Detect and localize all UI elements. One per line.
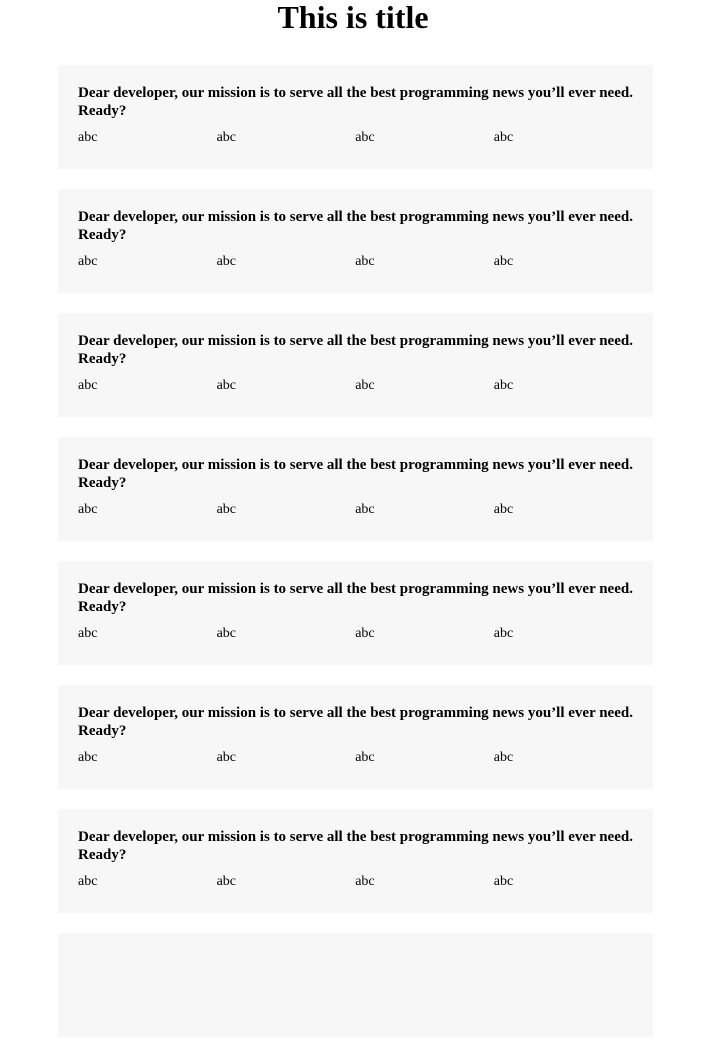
card-tag: abc [493,378,514,393]
card-tag-row [78,130,633,146]
card-tag: abc [355,874,375,889]
card-tag: abc [78,750,98,765]
card-tag-row [78,626,633,642]
card-tag: abc [216,502,237,517]
card-headline: Dear developer, our mission is to serve all the best programming news you’ll ever need. Ready? [78,581,633,615]
card-tag: abc [78,626,98,641]
news-card [58,313,653,417]
card-headline: Dear developer, our mission is to serve all the best programming news you’ll ever need. Ready? [78,829,633,863]
card-tag-row [78,502,633,518]
card-tag: abc [78,130,98,145]
news-card [58,685,653,789]
card-tag-row [78,378,633,394]
card-tag: abc [78,378,98,393]
card-tag-row [78,874,633,890]
card-tag: abc [216,626,237,641]
card-tag: abc [78,874,98,889]
card-tag: abc [493,130,514,145]
card-tag: abc [355,502,375,517]
news-card [58,189,653,293]
card-headline: Dear developer, our mission is to serve all the best programming news you’ll ever need. Ready? [78,705,633,739]
card-tag: abc [78,502,98,517]
card-tag: abc [355,626,375,641]
card-headline: Dear developer, our mission is to serve all the best programming news you’ll ever need. Ready? [78,209,633,243]
card-headline: Dear developer, our mission is to serve all the best programming news you’ll ever need. Ready? [78,457,633,491]
card-tag: abc [493,502,514,517]
card-tag-row [78,750,633,766]
card-tag: abc [216,130,237,145]
page-title: This is title [277,0,429,35]
card-tag: abc [78,254,98,269]
card-headline: Dear developer, our mission is to serve all the best programming news you’ll ever need. Ready? [78,333,633,367]
news-card [58,809,653,913]
news-card [58,65,653,169]
card-tag: abc [493,750,514,765]
card-tag: abc [216,254,237,269]
card-tag: abc [216,750,237,765]
news-card [58,933,653,1037]
card-tag: abc [493,626,514,641]
card-tag: abc [216,378,237,393]
card-list [58,65,653,1057]
card-tag: abc [216,874,237,889]
card-tag: abc [355,130,375,145]
card-tag: abc [355,378,375,393]
news-card [58,561,653,665]
card-tag: abc [355,750,375,765]
card-tag: abc [493,874,514,889]
card-tag: abc [355,254,375,269]
news-card [58,437,653,541]
card-headline: Dear developer, our mission is to serve all the best programming news you’ll ever need. Ready? [78,85,633,119]
card-tag-row [78,254,633,270]
card-tag: abc [493,254,514,269]
